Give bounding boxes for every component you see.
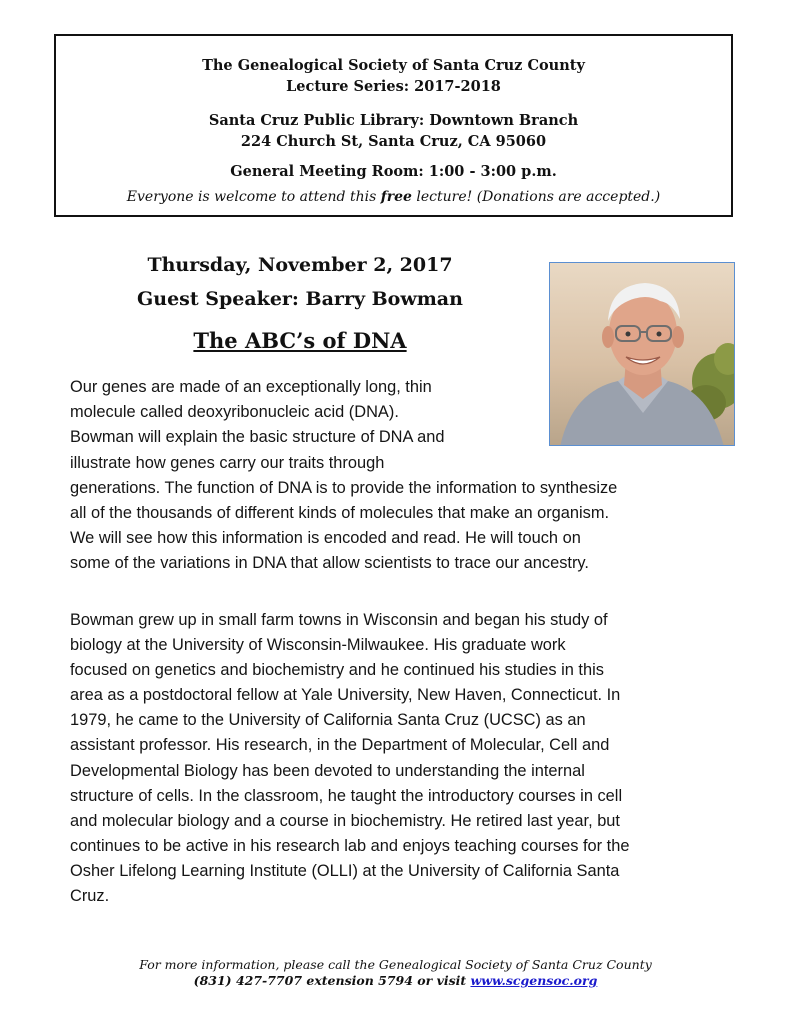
meeting-room: General Meeting Room: 1:00 - 3:00 p.m. [230, 163, 557, 180]
welcome-pre: Everyone is welcome to attend this [126, 189, 381, 205]
welcome-note [56, 189, 731, 205]
footer-info: For more information, please call the Genealogical Society of Santa Cruz County [139, 957, 652, 972]
paragraph-line: structure of cells. In the classroom, he taught the introductory courses in cell [70, 787, 623, 805]
venue-address: 224 Church St, Santa Cruz, CA 95060 [240, 133, 547, 150]
paragraph-line: 1979, he came to the University of California Santa Cruz (UCSC) as an [70, 711, 586, 729]
paragraph-line: and molecular biology and a course in biochemistry. He retired last year, but [70, 812, 620, 830]
welcome-post: lecture! (Donations are accepted.) [411, 189, 661, 205]
footer-phone: (831) 427-7707 extension 5794 or visit [193, 973, 471, 988]
lecture-series: Lecture Series: 2017-2018 [286, 78, 501, 95]
guest-speaker: Guest Speaker: Barry Bowman [137, 288, 463, 310]
paragraph-line: generations. The function of DNA is to provide the information to synthesize [70, 479, 618, 497]
paragraph-line: Cruz. [70, 887, 110, 905]
paragraph-line: focused on genetics and biochemistry and he continued his studies in this [70, 661, 604, 679]
paragraph-line: biology at the University of Wisconsin-Milwaukee. His graduate work [70, 636, 566, 654]
paragraph-line: Osher Lifelong Learning Institute (OLLI) at the University of California Santa [70, 862, 620, 880]
paragraph-line: area as a postdoctoral fellow at Yale University, New Haven, Connecticut. In [70, 686, 621, 704]
paragraph-line: Bowman will explain the basic structure of DNA and [70, 428, 445, 446]
website-link[interactable]: www.scgensoc.org [470, 973, 598, 988]
paragraph-line: assistant professor. His research, in the Department of Molecular, Cell and [70, 736, 610, 754]
paragraph-line: continues to be active in his research lab and enjoys teaching courses for the [70, 837, 630, 855]
paragraph-line: illustrate how genes carry our traits through [70, 454, 385, 472]
speaker-portrait-image [550, 263, 735, 446]
footer-contact [0, 973, 791, 988]
paragraph-line: molecule called deoxyribonucleic acid (DNA). [70, 403, 399, 421]
paragraph-line: Our genes are made of an exceptionally long, thin [70, 378, 432, 396]
welcome-free: free [380, 189, 412, 205]
paragraph-line: Developmental Biology has been devoted to understanding the internal [70, 762, 585, 780]
event-date: Thursday, November 2, 2017 [147, 254, 453, 276]
speaker-photo [549, 262, 735, 446]
header-box [54, 34, 733, 217]
paragraph-line: all of the thousands of different kinds of molecules that make an organism. [70, 504, 610, 522]
venue-name: Santa Cruz Public Library: Downtown Branch [208, 112, 579, 129]
paragraph-line: We will see how this information is encoded and read. He will touch on [70, 529, 581, 547]
paragraph-line: Bowman grew up in small farm towns in Wisconsin and began his study of [70, 611, 608, 629]
society-name: The Genealogical Society of Santa Cruz County [202, 57, 585, 74]
lecture-title: The ABC’s of DNA [193, 328, 407, 353]
paragraph-line: some of the variations in DNA that allow scientists to trace our ancestry. [70, 554, 589, 572]
